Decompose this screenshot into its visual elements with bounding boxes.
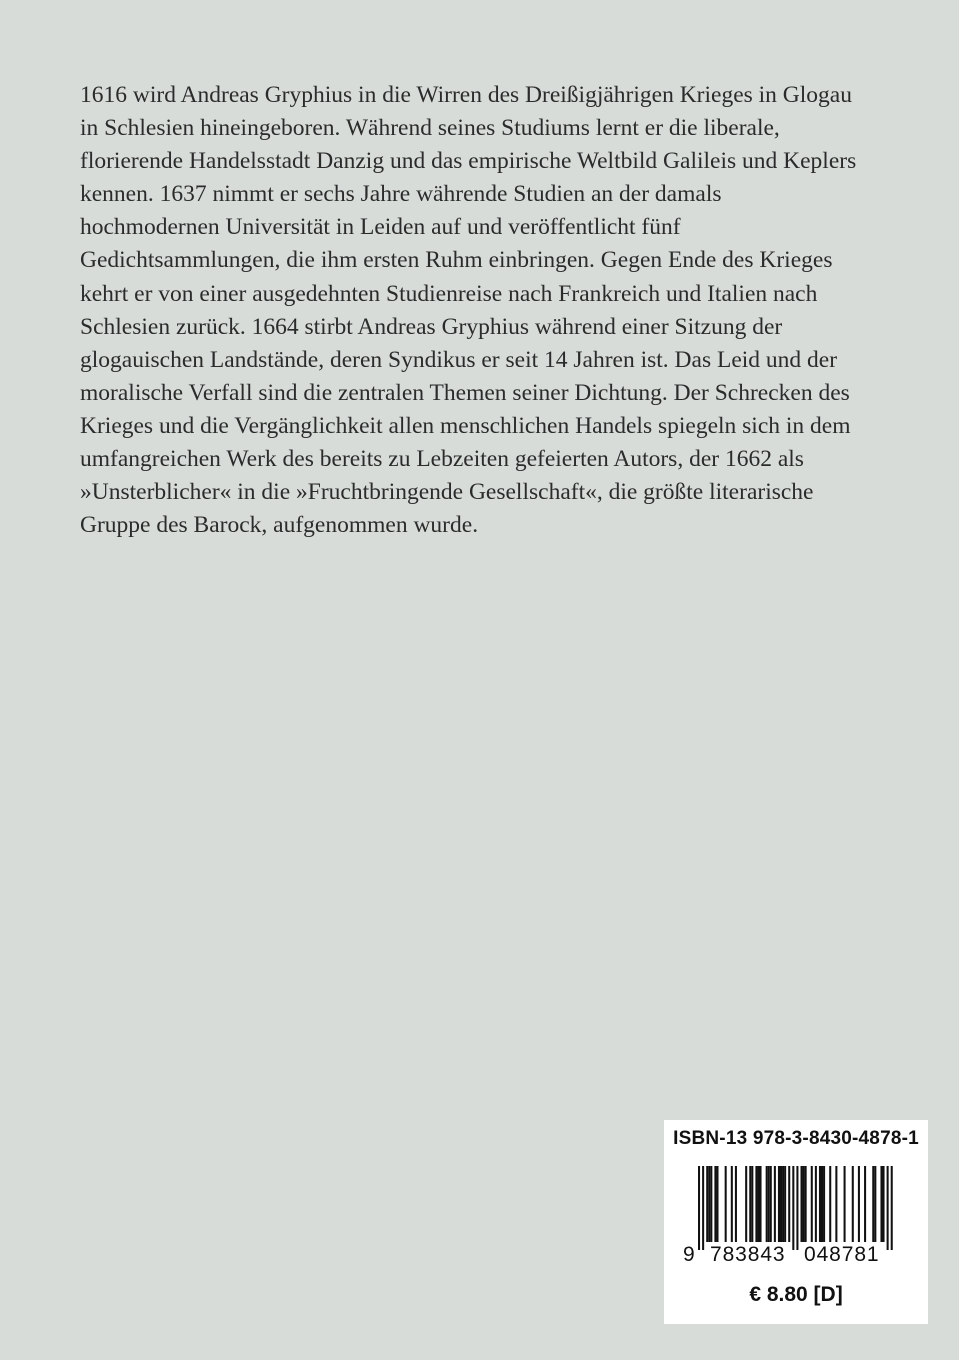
barcode-bar: [887, 1166, 889, 1250]
barcode-bar: [811, 1166, 813, 1242]
barcode-bar: [874, 1166, 876, 1242]
barcode-bar: [757, 1166, 759, 1242]
blurb-line: in Schlesien hineingeboren. Während seines Studiums lernt er die liberale,: [80, 115, 780, 142]
blurb-line: florierende Handelsstadt Danzig und das empirische Weltbild Galileis und Keplers: [80, 148, 857, 175]
barcode-bar: [864, 1166, 866, 1242]
price-label: € 8.80 [D]: [749, 1283, 843, 1306]
barcode-bar: [829, 1166, 831, 1242]
barcode-bar: [801, 1166, 803, 1242]
barcode-bar: [725, 1166, 727, 1242]
barcode-bar: [760, 1166, 762, 1242]
blurb-line: 1616 wird Andreas Gryphius in die Wirren des Dreißigjährigen Krieges in Glogau: [80, 82, 852, 108]
barcode-bar: [714, 1166, 716, 1242]
blurb-line: Gedichtsammlungen, die ihm ersten Ruhm einbringen. Gegen Ende des Krieges: [80, 247, 833, 274]
blurb-line: Gruppe des Barock, aufgenommen wurde.: [80, 512, 479, 539]
barcode-bar: [702, 1166, 704, 1250]
barcode-bar: [796, 1166, 798, 1250]
barcode-bar: [774, 1166, 776, 1242]
barcode-bar: [766, 1166, 768, 1242]
barcode-bar: [706, 1166, 708, 1242]
barcode-bar: [768, 1166, 770, 1242]
ean-first-digit: 9: [683, 1243, 696, 1266]
barcode-bar: [782, 1166, 784, 1242]
blurb-line: glogauischen Landstände, deren Syndikus er seit 14 Jahren ist. Das Leid und der: [80, 346, 838, 373]
barcode-bar: [883, 1166, 885, 1242]
barcode-bar: [749, 1166, 751, 1242]
ean-right-digits: 048781: [804, 1243, 880, 1266]
barcode-bar: [891, 1166, 893, 1250]
barcode-bar: [819, 1166, 821, 1242]
barcode-bar: [844, 1166, 846, 1242]
barcode-bar: [710, 1166, 712, 1242]
barcode-bar: [698, 1166, 700, 1250]
blurb-line: kehrt er von einer ausgedehnten Studienreise nach Frankreich und Italien nach: [80, 280, 818, 307]
barcode-bar: [716, 1166, 718, 1242]
barcode-bar: [792, 1166, 794, 1250]
blurb-line: Krieges und die Vergänglichkeit allen menschlichen Handels spiegeln sich in dem: [80, 412, 851, 439]
barcode-bar: [751, 1166, 753, 1242]
barcode-bar: [708, 1166, 710, 1242]
blurb-line: Schlesien zurück. 1664 stirbt Andreas Gryphius während einer Sitzung der: [80, 313, 783, 340]
ean-left-digits: 783843: [710, 1243, 786, 1266]
barcode-bar: [803, 1166, 805, 1242]
barcode-bar: [821, 1166, 823, 1242]
blurb-line: umfangreichen Werk des bereits zu Lebzeiten gefeierten Autors, der 1662 als: [80, 446, 804, 473]
isbn-number: ISBN-13 978-3-8430-4878-1: [673, 1128, 919, 1149]
barcode-bar: [778, 1166, 780, 1242]
barcode-bar: [731, 1166, 733, 1242]
barcode-bar: [835, 1166, 837, 1242]
barcode-bar: [780, 1166, 782, 1242]
barcode-bar: [815, 1166, 817, 1242]
barcode-bar: [858, 1166, 860, 1242]
barcode-bar: [880, 1166, 882, 1242]
barcode-bar: [784, 1166, 786, 1242]
barcode-bar: [823, 1166, 825, 1242]
barcode-bar: [735, 1166, 737, 1242]
blurb-line: kennen. 1637 nimmt er sechs Jahre währende Studien an der damals: [80, 181, 722, 208]
barcode-bar: [755, 1166, 757, 1242]
barcode-bar: [788, 1166, 790, 1242]
isbn-barcode-label: [664, 1120, 928, 1324]
barcode-bar: [805, 1166, 807, 1242]
back-cover-blurb: [80, 79, 900, 542]
blurb-line: »Unsterblicher« in die »Fruchtbringende Gesellschaft«, die größte literarische: [80, 479, 814, 506]
barcode-bar: [770, 1166, 772, 1242]
barcode-bar: [872, 1166, 874, 1242]
blurb-line: hochmodernen Universität in Leiden auf und veröffentlicht fünf: [80, 214, 681, 241]
barcode-bar: [852, 1166, 854, 1242]
blurb-line: moralische Verfall sind die zentralen Themen seiner Dichtung. Der Schrecken des: [80, 379, 850, 406]
barcode-bar: [745, 1166, 747, 1242]
